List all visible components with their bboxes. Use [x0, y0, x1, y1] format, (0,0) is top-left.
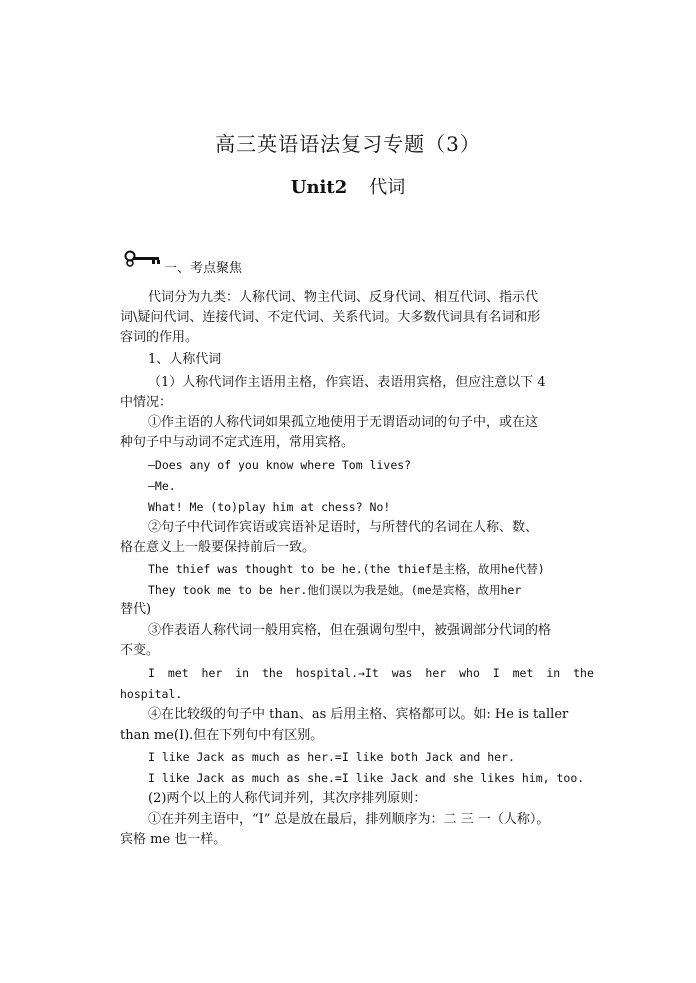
section-heading: 一、考点聚焦 [164, 261, 243, 276]
text-line: ①作主语的人称代词如果孤立地使用于无谓语动词的句子中，或在这 [148, 415, 539, 430]
text-line: 格在意义上一般要保持前后一致。 [120, 540, 316, 555]
example-line: —Does any of you know where Tom lives? [148, 458, 412, 472]
example-line: —Me. [148, 479, 176, 493]
example-line: They took me to be her.他们误以为我是她。(me是宾格，故用her [148, 583, 522, 597]
example-line: The thief was thought to be he.(the thief是主格，故用he代替) [148, 562, 545, 576]
text-line: ③作表语人称代词一般用宾格，但在强调句型中，被强调部分代词的格 [148, 623, 552, 638]
text-line: ②句子中代词作宾语或宾语补足语时，与所替代的名词在人称、数、 [148, 520, 539, 535]
text-line: （1）人称代词作主语用主格，作宾语、表语用宾格，但应注意以下 4 [148, 375, 546, 390]
example-line: I like Jack as much as her.=I like both Jack and her. [148, 750, 515, 764]
page-subtitle [0, 173, 696, 199]
text-line: 容词的作用。 [120, 330, 199, 345]
example-line: I met her in the hospital.→It was her who I met in the [148, 666, 594, 680]
subtitle-topic: 代词 [369, 177, 406, 198]
text-line: 不变。 [120, 643, 160, 658]
example-line: What! Me (to)play him at chess? No! [148, 500, 391, 514]
text-line: 词\疑问代词、连接代词、不定代词、关系代词。大多数代词具有名词和形 [120, 310, 541, 325]
page-title: 高三英语语法复习专题（3） [215, 132, 481, 156]
text-line: 1、人称代词 [148, 352, 222, 367]
text-line: ①在并列主语中，“I” 总是放在最后，排列顺序为：二 三 一（人称）。 [148, 812, 550, 827]
text-line: (2)两个以上的人称代词并列，其次序排列原则： [148, 791, 427, 806]
example-line: I like Jack as much as she.=I like Jack and she likes him, too. [148, 771, 585, 785]
subtitle-unit: Unit2 [290, 177, 348, 198]
text-line: 代词分为九类：人称代词、物主代词、反身代词、相互代词、指示代 [148, 290, 539, 305]
example-line: hospital. [120, 687, 183, 701]
text-line: 替代) [120, 602, 152, 617]
text-line: 宾格 me 也一样。 [120, 832, 227, 847]
key-icon [124, 248, 162, 268]
text-line: ④在比较级的句子中 than、as 后用主格、宾格都可以。如: He is taller [148, 707, 569, 722]
text-line: than me(I).但在下列句中有区别。 [120, 728, 324, 743]
text-line: 种句子中与动词不定式连用，常用宾格。 [120, 435, 355, 450]
text-line: 中情况： [120, 395, 173, 410]
